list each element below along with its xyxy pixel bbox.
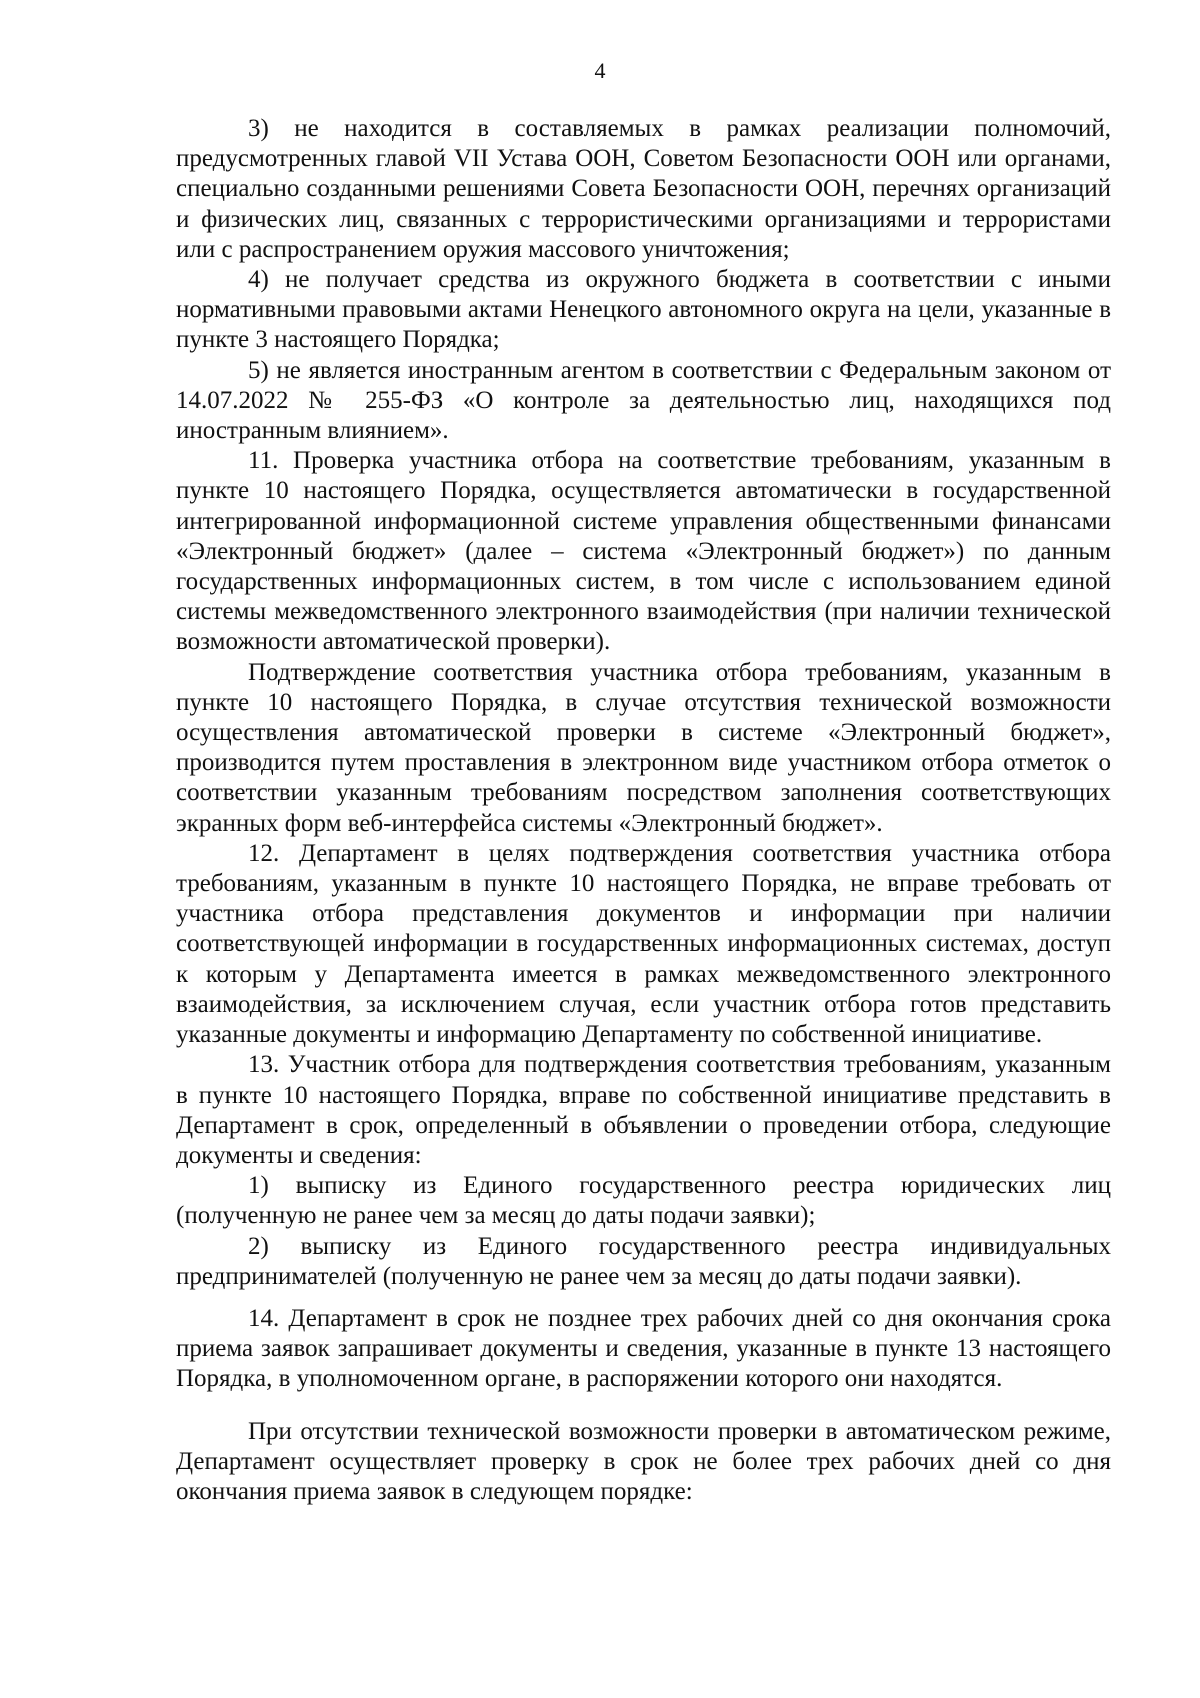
paragraph-item-2-entrepreneurs: 2) выписку из Единого государственного реестра индивидуальных предпринимателей (полученную не ранее чем за месяц до даты подачи заявки). xyxy=(176,1232,1111,1290)
page-number: 4 xyxy=(594,58,606,83)
paragraph-manual-check: При отсутствии технической возможности проверки в автоматическом режиме, Департамент осуществляет проверку в срок не более трех рабочих дней со дня окончания приема заявок в следующем порядке: xyxy=(176,1417,1111,1505)
paragraph-clause-11: 11. Проверка участника отбора на соответствие требованиям, указанным в пункте 10 настоящего Порядка, осуществляется автоматически в государственной интегрированной информационной системе управления общественными финансами «Электронный бюджет» (далее – система «Электронный бюджет») по данным государственных информационных систем, в том числе с использованием единой системы межведомственного электронного взаимодействия (при наличии технической возможности автоматической проверки). xyxy=(176,447,1111,656)
paragraph-confirmation: Подтверждение соответствия участника отбора требованиям, указанным в пункте 10 настоящего Порядка, в случае отсутствия технической возможности осуществления автоматической проверки в системе «Электронный бюджет», производится путем проставления в электронном виде участником отбора отметок о соответствии указанным требованиям посредством заполнения соответствующих экранных форм веб-интерфейса системы «Электронный бюджет». xyxy=(176,658,1111,837)
paragraph-item-1-legal-entities: 1) выписку из Единого государственного реестра юридических лиц (полученную не ранее чем за месяц до даты подачи заявки); xyxy=(176,1172,1111,1230)
paragraph-clause-13: 13. Участник отбора для подтверждения соответствия требованиям, указанным в пункте 10 настоящего Порядка, вправе по собственной инициативе представить в Департамент в срок, определенный в объявлении о проведении отбора, следующие документы и сведения: xyxy=(176,1051,1111,1169)
document-body xyxy=(176,114,1111,1507)
paragraph-item-3: 3) не находится в составляемых в рамках реализации полномочий, предусмотренных главой VII Устава ООН, Советом Безопасности ООН или органами, специально созданными решениями Совета Безопасности ООН, перечнях организаций и физических лиц, связанных с террористическими организациями и террористами или с распространением оружия массового уничтожения; xyxy=(176,115,1111,263)
paragraph-item-5: 5) не является иностранным агентом в соответствии с Федеральным законом от 14.07.2022 № 255-ФЗ «О контроле за деятельностью лиц, находящихся под иностранным влиянием». xyxy=(176,356,1111,445)
paragraph-clause-14: 14. Департамент в срок не позднее трех рабочих дней со дня окончания срока приема заявок запрашивает документы и сведения, указанные в пункте 13 настоящего Порядка, в уполномоченном органе, в распоряжении которого они находятся. xyxy=(176,1304,1111,1393)
paragraph-item-4: 4) не получает средства из окружного бюджета в соответствии с иными нормативными правовыми актами Ненецкого автономного округа на цели, указанные в пункте 3 настоящего Порядка; xyxy=(176,266,1111,354)
paragraph-clause-12: 12. Департамент в целях подтверждения соответствия участника отбора требованиям, указанным в пункте 10 настоящего Порядка, не вправе требовать от участника отбора представления документов и информации при наличии соответствующей информации в государственных информационных системах, доступ к которым у Департамента имеется в рамках межведомственного электронного взаимодействия, за исключением случая, если участник отбора готов представить указанные документы и информацию Департаменту по собственной инициативе. xyxy=(176,839,1111,1049)
